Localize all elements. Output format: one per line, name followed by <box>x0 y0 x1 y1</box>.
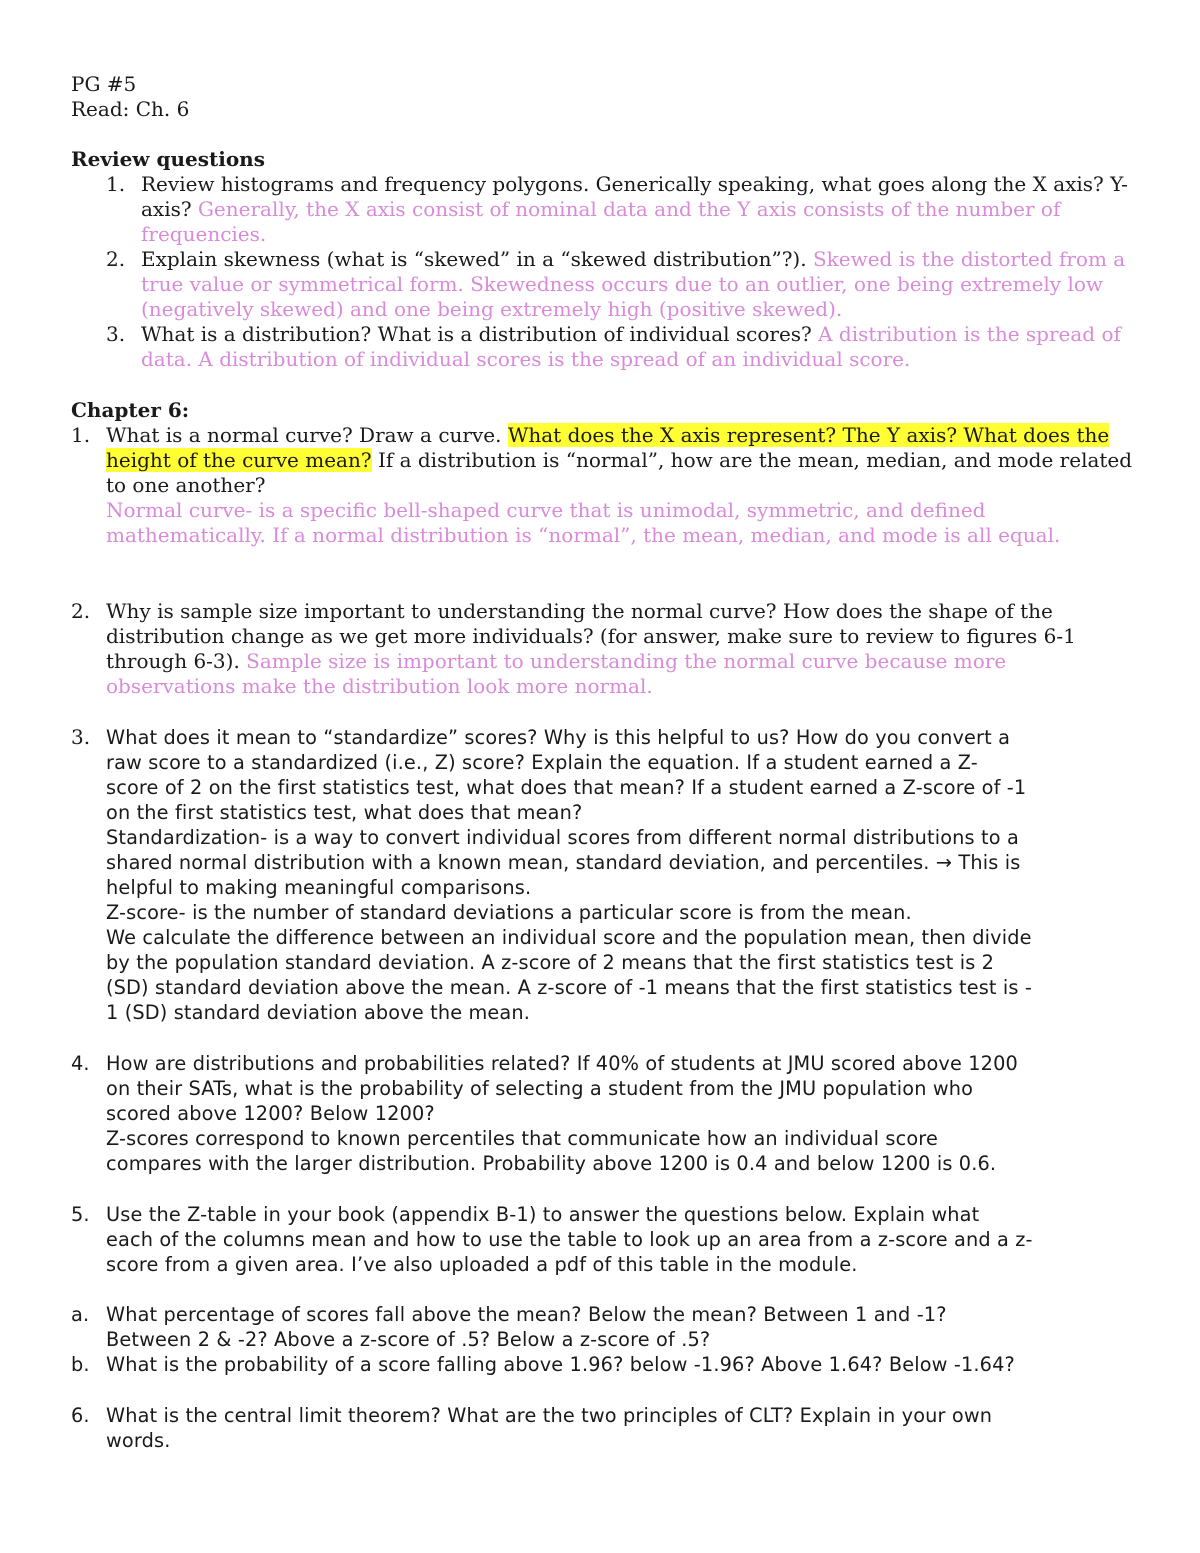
answer-line: Z-scores correspond to known percentiles that communicate how an individual score <box>106 1127 938 1150</box>
question-number: 5. <box>71 1203 90 1226</box>
chapter-heading: Chapter 6: <box>71 398 190 422</box>
page-label: PG #5 <box>71 72 137 96</box>
answer-line: 1 (SD) standard deviation above the mean. <box>106 1001 531 1024</box>
review-question: What is a distribution? What is a distribution of individual scores? <box>141 322 812 346</box>
question-5-line: each of the columns mean and how to use the table to look up an area from a z-score and a z- <box>106 1228 1033 1251</box>
sub-question-letter: a. <box>71 1303 90 1326</box>
sub-question-a-line: What percentage of scores fall above the mean? Below the mean? Between 1 and -1? <box>106 1303 947 1326</box>
sub-question-a-line: Between 2 & -2? Above a z-score of .5? Below a z-score of .5? <box>106 1328 711 1351</box>
question-number: 3. <box>71 725 91 749</box>
review-answer: Generally, the X axis consist of nominal data and the Y axis consists of the number of frequencies. <box>141 197 1061 246</box>
review-item-number: 3. <box>106 322 126 346</box>
answer-line: shared normal distribution with a known mean, standard deviation, and percentiles. → This is <box>106 851 1021 874</box>
question-6-line: What is the central limit theorem? What are the two principles of CLT? Explain in your own <box>106 1404 993 1427</box>
question-2 <box>106 599 1136 699</box>
question-number: 6. <box>71 1404 90 1427</box>
question-5-line: score from a given area. I’ve also uploaded a pdf of this table in the module. <box>106 1253 858 1276</box>
answer-line: compares with the larger distribution. Probability above 1200 is 0.4 and below 1200 is 0.6. <box>106 1152 997 1175</box>
question-4-line: scored above 1200? Below 1200? <box>106 1102 435 1125</box>
question-3-line: on the first statistics test, what does that mean? <box>106 801 583 824</box>
review-heading: Review questions <box>71 147 265 171</box>
question-text: What is a normal curve? Draw a curve. <box>106 423 502 447</box>
review-item-3 <box>141 322 1141 372</box>
review-answer: A distribution is the spread of data. A distribution of individual scores is the spread of an individual score. <box>141 322 1121 371</box>
question-text: Why is sample size important to understanding the normal curve? How does the shape of the distribution change as we get more individuals? (for answer, make sure to review to figures 6-1 through 6-3). <box>106 599 1076 673</box>
question-1 <box>106 423 1136 548</box>
question-6-line: words. <box>106 1429 171 1452</box>
question-number: 1. <box>71 423 91 447</box>
question-4-line: on their SATs, what is the probability of selecting a student from the JMU population who <box>106 1077 974 1100</box>
answer-line: We calculate the difference between an individual score and the population mean, then divide <box>106 926 1032 949</box>
question-text-continued: If a distribution is “normal”, how are the mean, median, and mode related to one another? <box>106 448 1133 497</box>
review-question: Review histograms and frequency polygons. Generically speaking, what goes along the X axis? Y-axis? <box>141 172 1128 221</box>
review-item-1 <box>141 172 1141 247</box>
review-item-number: 2. <box>106 247 126 271</box>
answer-line: Z-score- is the number of standard deviations a particular score is from the mean. <box>106 901 912 924</box>
question-4-line: How are distributions and probabilities related? If 40% of students at JMU scored above 1200 <box>106 1052 1018 1075</box>
answer-text: Sample size is important to understanding the normal curve because more observations make the distribution look more normal. <box>106 649 1007 698</box>
answer-line: (SD) standard deviation above the mean. A z-score of -1 means that the first statistics test is - <box>106 976 1033 999</box>
question-5-line: Use the Z-table in your book (appendix B-1) to answer the questions below. Explain what <box>106 1203 980 1226</box>
review-question: Explain skewness (what is “skewed” in a “skewed distribution”?). <box>141 247 807 271</box>
reading-assignment: Read: Ch. 6 <box>71 97 190 121</box>
answer-line: by the population standard deviation. A z-score of 2 means that the first statistics test is 2 <box>106 951 995 974</box>
question-3-line: score of 2 on the first statistics test, what does that mean? If a student earned a Z-score of -1 <box>106 776 1027 799</box>
question-3-line: raw score to a standardized (i.e., Z) score? Explain the equation. If a student earned a Z- <box>106 751 978 774</box>
review-item-number: 1. <box>106 172 126 196</box>
highlighted-question: What does the X axis represent? The Y axis? What does the height of the curve mean? <box>106 423 1110 472</box>
answer-line: helpful to making meaningful comparisons. <box>106 876 532 899</box>
review-answer: Skewed is the distorted from a true value or symmetrical form. Skewedness occurs due to an outlier, one being extremely low (negatively skewed) and one being extremely high (positive skewed). <box>141 247 1126 321</box>
question-number: 4. <box>71 1052 90 1075</box>
review-item-2 <box>141 247 1141 322</box>
sub-question-b-line: What is the probability of a score falling above 1.96? below -1.96? Above 1.64? Below -1.64? <box>106 1353 1015 1376</box>
question-3-line: What does it mean to “standardize” scores? Why is this helpful to us? How do you convert a <box>106 726 1011 749</box>
answer-text: Normal curve- is a specific bell-shaped curve that is unimodal, symmetric, and defined mathematically. If a normal distribution is “normal”, the mean, median, and mode is all equal. <box>106 498 1061 547</box>
sub-question-letter: b. <box>71 1353 90 1376</box>
question-number: 2. <box>71 599 91 623</box>
answer-line: Standardization- is a way to convert individual scores from different normal distributions to a <box>106 826 1019 849</box>
